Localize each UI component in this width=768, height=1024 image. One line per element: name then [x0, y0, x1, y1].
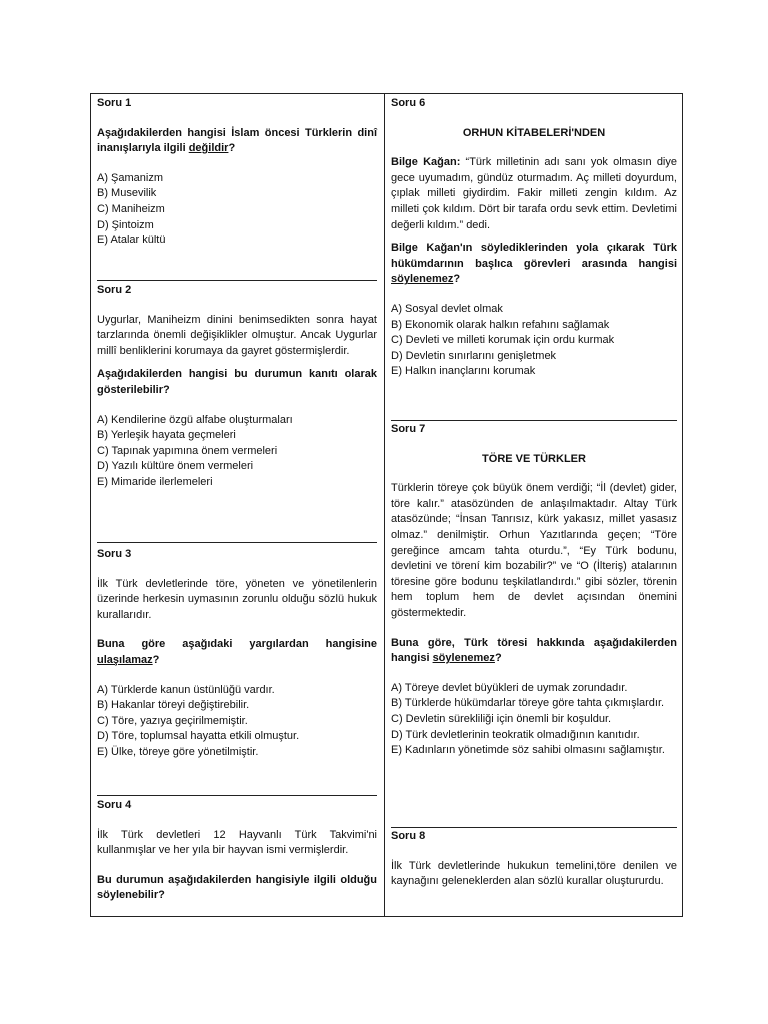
- option-a[interactable]: A) Sosyal devlet olmak: [391, 302, 503, 315]
- option-e[interactable]: E) Mimaride ilerlemeleri: [97, 475, 213, 488]
- question-2: [97, 283, 377, 491]
- option-e[interactable]: E) Halkın inançlarını korumak: [391, 365, 536, 378]
- option-b[interactable]: B) Ekonomik olarak halkın refahını sağlamak: [391, 318, 610, 331]
- question-6-options: [391, 302, 677, 380]
- option-d[interactable]: D) Şintoizm: [97, 218, 154, 231]
- question-6-label: Soru 6: [391, 97, 426, 109]
- question-sheet: [90, 93, 683, 917]
- question-6-stem: Bilge Kağan'ın söylediklerinden yola çıkarak Türk hükümdarının başlıca görevleri arasında hangisi söylenemez?: [391, 242, 677, 286]
- separator: [97, 542, 377, 543]
- option-e[interactable]: E) Kadınların yönetimde söz sahibi olmasını sağlamıştır.: [391, 744, 665, 757]
- option-b[interactable]: B) Hakanlar töreyi değiştirebilir.: [97, 699, 250, 712]
- option-a[interactable]: A) Şamanizm: [97, 171, 164, 184]
- question-2-stem: Aşağıdakilerden hangisi bu durumun kanıtı olarak gösterilebilir?: [97, 368, 377, 396]
- question-2-text: Uygurlar, Maniheizm dinini benimsedikten sonra hayat tarzlarında önemli değişiklikler olmuştur. Ancak Uygurlar millî benliklerini korumaya da gayret göstermişlerdir.: [97, 313, 377, 357]
- option-c[interactable]: C) Tapınak yapımına önem vermeleri: [97, 444, 278, 457]
- column-divider: [384, 94, 385, 916]
- option-d[interactable]: D) Yazılı kültüre önem vermeleri: [97, 460, 254, 473]
- question-3-options: [97, 683, 377, 761]
- option-a[interactable]: A) Türklerde kanun üstünlüğü vardır.: [97, 683, 275, 696]
- question-7-options: [391, 681, 677, 759]
- question-4-stem: Bu durumun aşağıdakilerden hangisiyle ilgili olduğu söylenebilir?: [97, 873, 377, 902]
- question-7-stem: Buna göre, Türk töresi hakkında aşağıdakilerden hangisi söylenemez?: [391, 636, 677, 665]
- question-8: [391, 829, 677, 890]
- option-c[interactable]: C) Maniheizm: [97, 202, 165, 215]
- question-6: [391, 96, 677, 380]
- option-d[interactable]: D) Töre, toplumsal hayatta etkili olmuştur.: [97, 730, 300, 743]
- question-7-title: TÖRE VE TÜRKLER: [482, 452, 586, 465]
- question-4-text: İlk Türk devletleri 12 Hayvanlı Türk Takvimi'ni kullanmışlar ve her yıla bir hayvan ismi vermişlerdir.: [97, 828, 377, 857]
- question-3-text: İlk Türk devletlerinde töre, yöneten ve yönetilenlerin üzerinde herkesin uymasının zorunlu olduğu sözlü hukuk kurallarıdır.: [97, 577, 377, 621]
- question-6-quote: Bilge Kağan: “Türk milletinin adı sanı yok olmasın diye gece uyumadım, gündüz oturmadım. Aç milleti doyurdum, çıplak milleti giydirdim. Fakir milleti zengin kıldım. Az milleti çok kıldım. Dört bir tarafa ordu sevk ettim. Devletimi değerli kıldım.” dedi.: [391, 156, 677, 231]
- separator: [391, 827, 677, 828]
- question-2-options: [97, 413, 377, 491]
- question-7: [391, 422, 677, 759]
- separator: [391, 420, 677, 421]
- option-a[interactable]: A) Kendilerine özgü alfabe oluşturmaları: [97, 413, 293, 426]
- question-6-title: ORHUN KİTABELERİ'NDEN: [462, 126, 606, 139]
- option-c[interactable]: C) Töre, yazıya geçirilmemiştir.: [97, 714, 248, 727]
- question-3-stem: Buna göre aşağıdaki yargılardan hangisine ulaşılamaz?: [97, 638, 377, 666]
- question-8-label: Soru 8: [391, 830, 426, 842]
- question-1-stem: Aşağıdakilerden hangisi İslam öncesi Türklerin dinî inanışlarıyla ilgili değildir?: [97, 126, 377, 155]
- option-c[interactable]: C) Devleti ve milleti korumak için ordu kurmak: [391, 334, 615, 347]
- option-e[interactable]: E) Atalar kültü: [97, 234, 166, 247]
- question-2-label: Soru 2: [97, 284, 132, 296]
- question-4-label: Soru 4: [97, 799, 132, 811]
- question-3-label: Soru 3: [97, 548, 132, 560]
- option-d[interactable]: D) Türk devletlerinin teokratik olmadığının kanıtıdır.: [391, 728, 640, 741]
- option-e[interactable]: E) Ülke, töreye göre yönetilmiştir.: [97, 745, 259, 758]
- option-d[interactable]: D) Devletin sınırlarını genişletmek: [391, 349, 557, 362]
- question-1-options: [97, 171, 377, 249]
- question-4: [97, 798, 377, 904]
- question-8-text: İlk Türk devletlerinde hukukun temelini,töre denilen ve kaynağını geleneklerden alan sözlü kurallar oluştururdu.: [391, 859, 677, 888]
- option-b[interactable]: B) Yerleşik hayata geçmeleri: [97, 429, 236, 442]
- option-c[interactable]: C) Devletin sürekliliği için önemli bir koşuldur.: [391, 712, 612, 725]
- question-7-text: Türklerin töreye çok büyük önem verdiği; “İl (devlet) gider, töre kalır.” atasözünden de anlaşılmaktadır. Altay Türk atasözünde; “İnsan Tanrısız, kürk yakasız, millet yasasız olmaz.” denilmiştir. Orhun Yazıtlarında geçen; “Töre gereğince amcam tahta oturdu.”, “Ey Türk bodunu, devletini ve törení kim bozabilir?” ve “O (İlteriş) atalarının töresine göre bodunu teşkilatlandırdı.” gibi sözler, törenin hem toplum hem de devlet açısından önemini göstermektedir.: [391, 482, 677, 619]
- question-1-label: Soru 1: [97, 97, 132, 109]
- question-7-label: Soru 7: [391, 423, 426, 435]
- question-3: [97, 547, 377, 761]
- option-b[interactable]: B) Türklerde hükümdarlar töreye göre tahta çıkmışlardır.: [391, 697, 665, 710]
- question-1: [97, 96, 377, 249]
- separator: [97, 280, 377, 281]
- option-a[interactable]: A) Töreye devlet büyükleri de uymak zorundadır.: [391, 681, 628, 694]
- separator: [97, 795, 377, 796]
- option-b[interactable]: B) Musevilik: [97, 187, 157, 200]
